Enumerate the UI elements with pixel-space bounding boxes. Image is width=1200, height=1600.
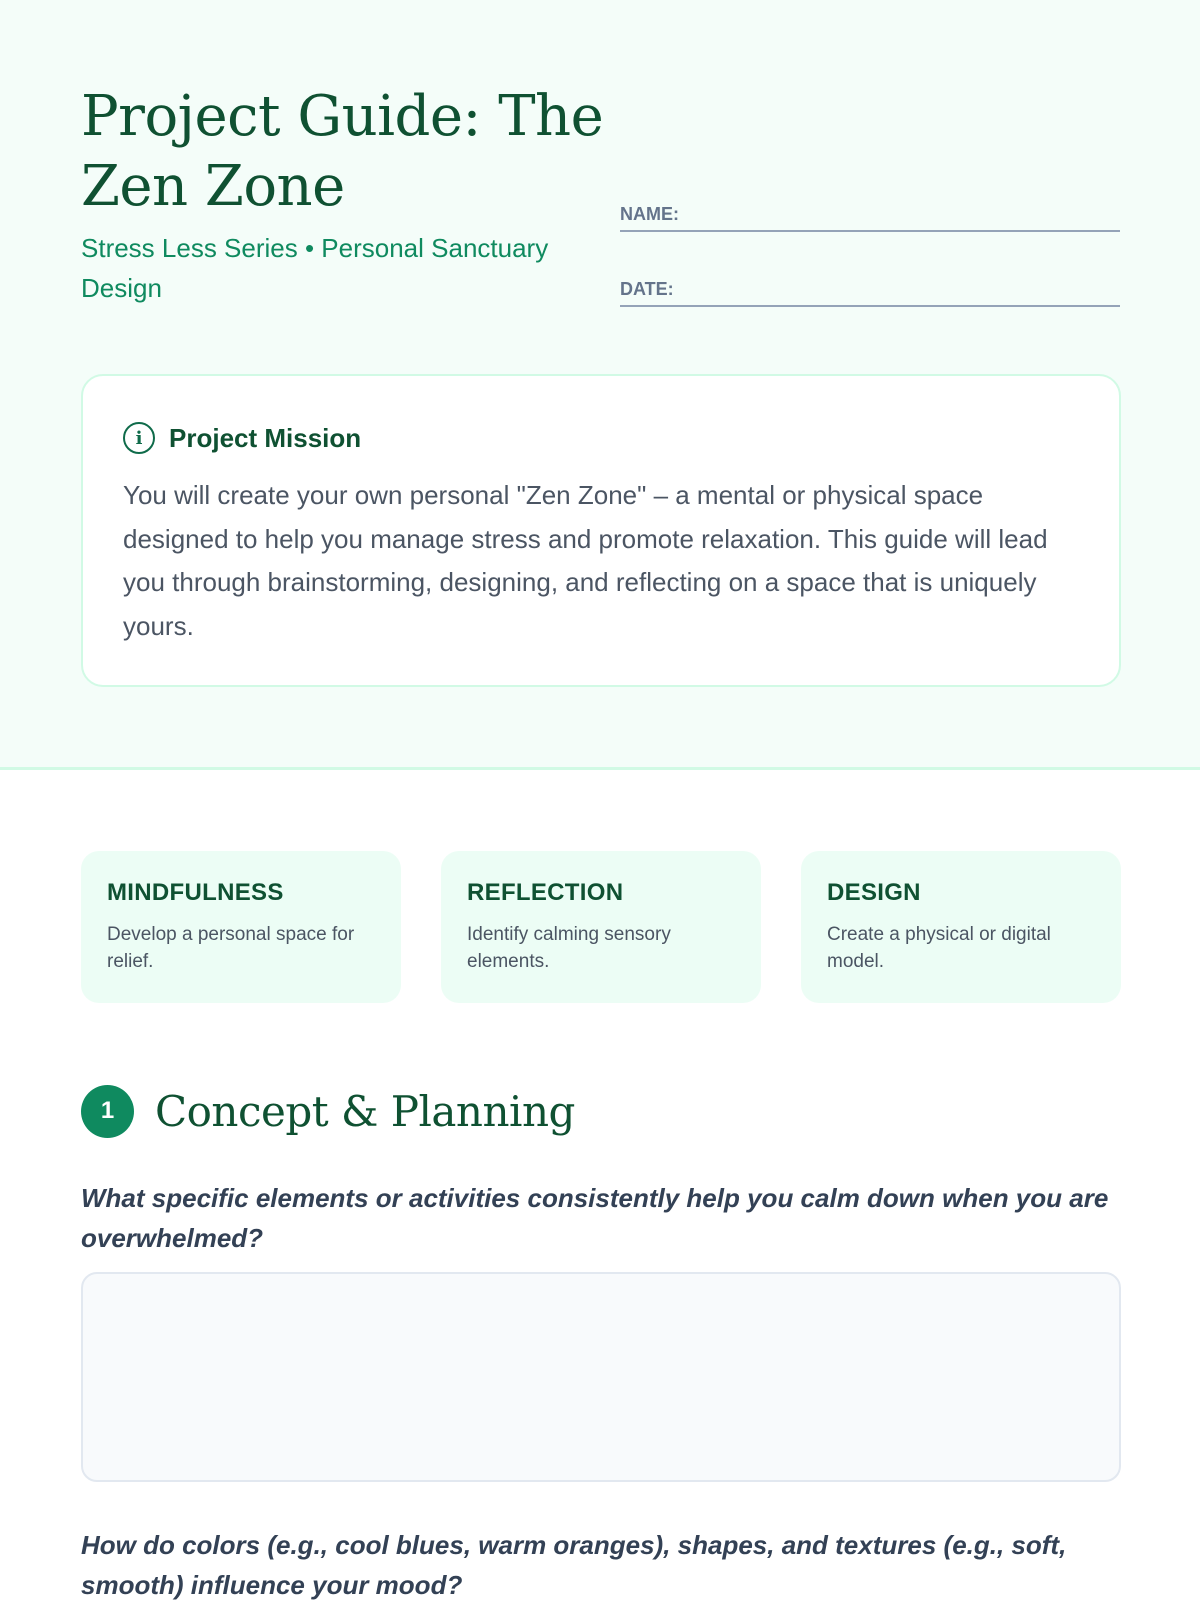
pillar-description: Identify calming sensory elements. xyxy=(467,924,671,972)
hero-section xyxy=(0,0,1200,770)
name-field[interactable] xyxy=(620,204,1120,232)
pillar-description: Create a physical or digital model. xyxy=(827,924,1051,972)
pillar-cards xyxy=(81,851,1121,1003)
pillar-title: DESIGN xyxy=(827,879,921,906)
name-label: NAME: xyxy=(620,204,679,224)
pillar-card-reflection xyxy=(441,851,761,1003)
mission-text: You will create your own personal "Zen Zone" – a mental or physical space designed to help you manage stress and promote relaxation. This guide will lead you through brainstorming, designing, and reflecting on a space that is uniquely yours. xyxy=(123,480,1048,641)
answer-textarea[interactable] xyxy=(81,1272,1121,1482)
date-label: DATE: xyxy=(620,279,674,299)
info-icon: i xyxy=(123,422,155,454)
pillar-description: Develop a personal space for relief. xyxy=(107,924,355,972)
mission-card xyxy=(81,374,1121,687)
section-header-concept xyxy=(81,1084,575,1138)
page-title: Project Guide: The Zen Zone xyxy=(81,84,604,219)
step-number-badge: 1 xyxy=(81,1085,134,1138)
pillar-title: MINDFULNESS xyxy=(107,879,284,906)
page-subtitle: Stress Less Series • Personal Sanctuary Design xyxy=(81,233,549,303)
date-field[interactable] xyxy=(620,279,1120,307)
question-prompt: How do colors (e.g., cool blues, warm oranges), shapes, and textures (e.g., soft, smooth) influence your mood? xyxy=(81,1530,1067,1600)
section-title: Concept & Planning xyxy=(155,1086,575,1136)
pillar-card-mindfulness xyxy=(81,851,401,1003)
mission-header xyxy=(123,422,361,454)
pillar-title: REFLECTION xyxy=(467,879,624,906)
mission-title: Project Mission xyxy=(169,422,362,453)
question-prompt: What specific elements or activities consistently help you calm down when you are overwhelmed? xyxy=(81,1183,1109,1253)
pillar-card-design xyxy=(801,851,1121,1003)
